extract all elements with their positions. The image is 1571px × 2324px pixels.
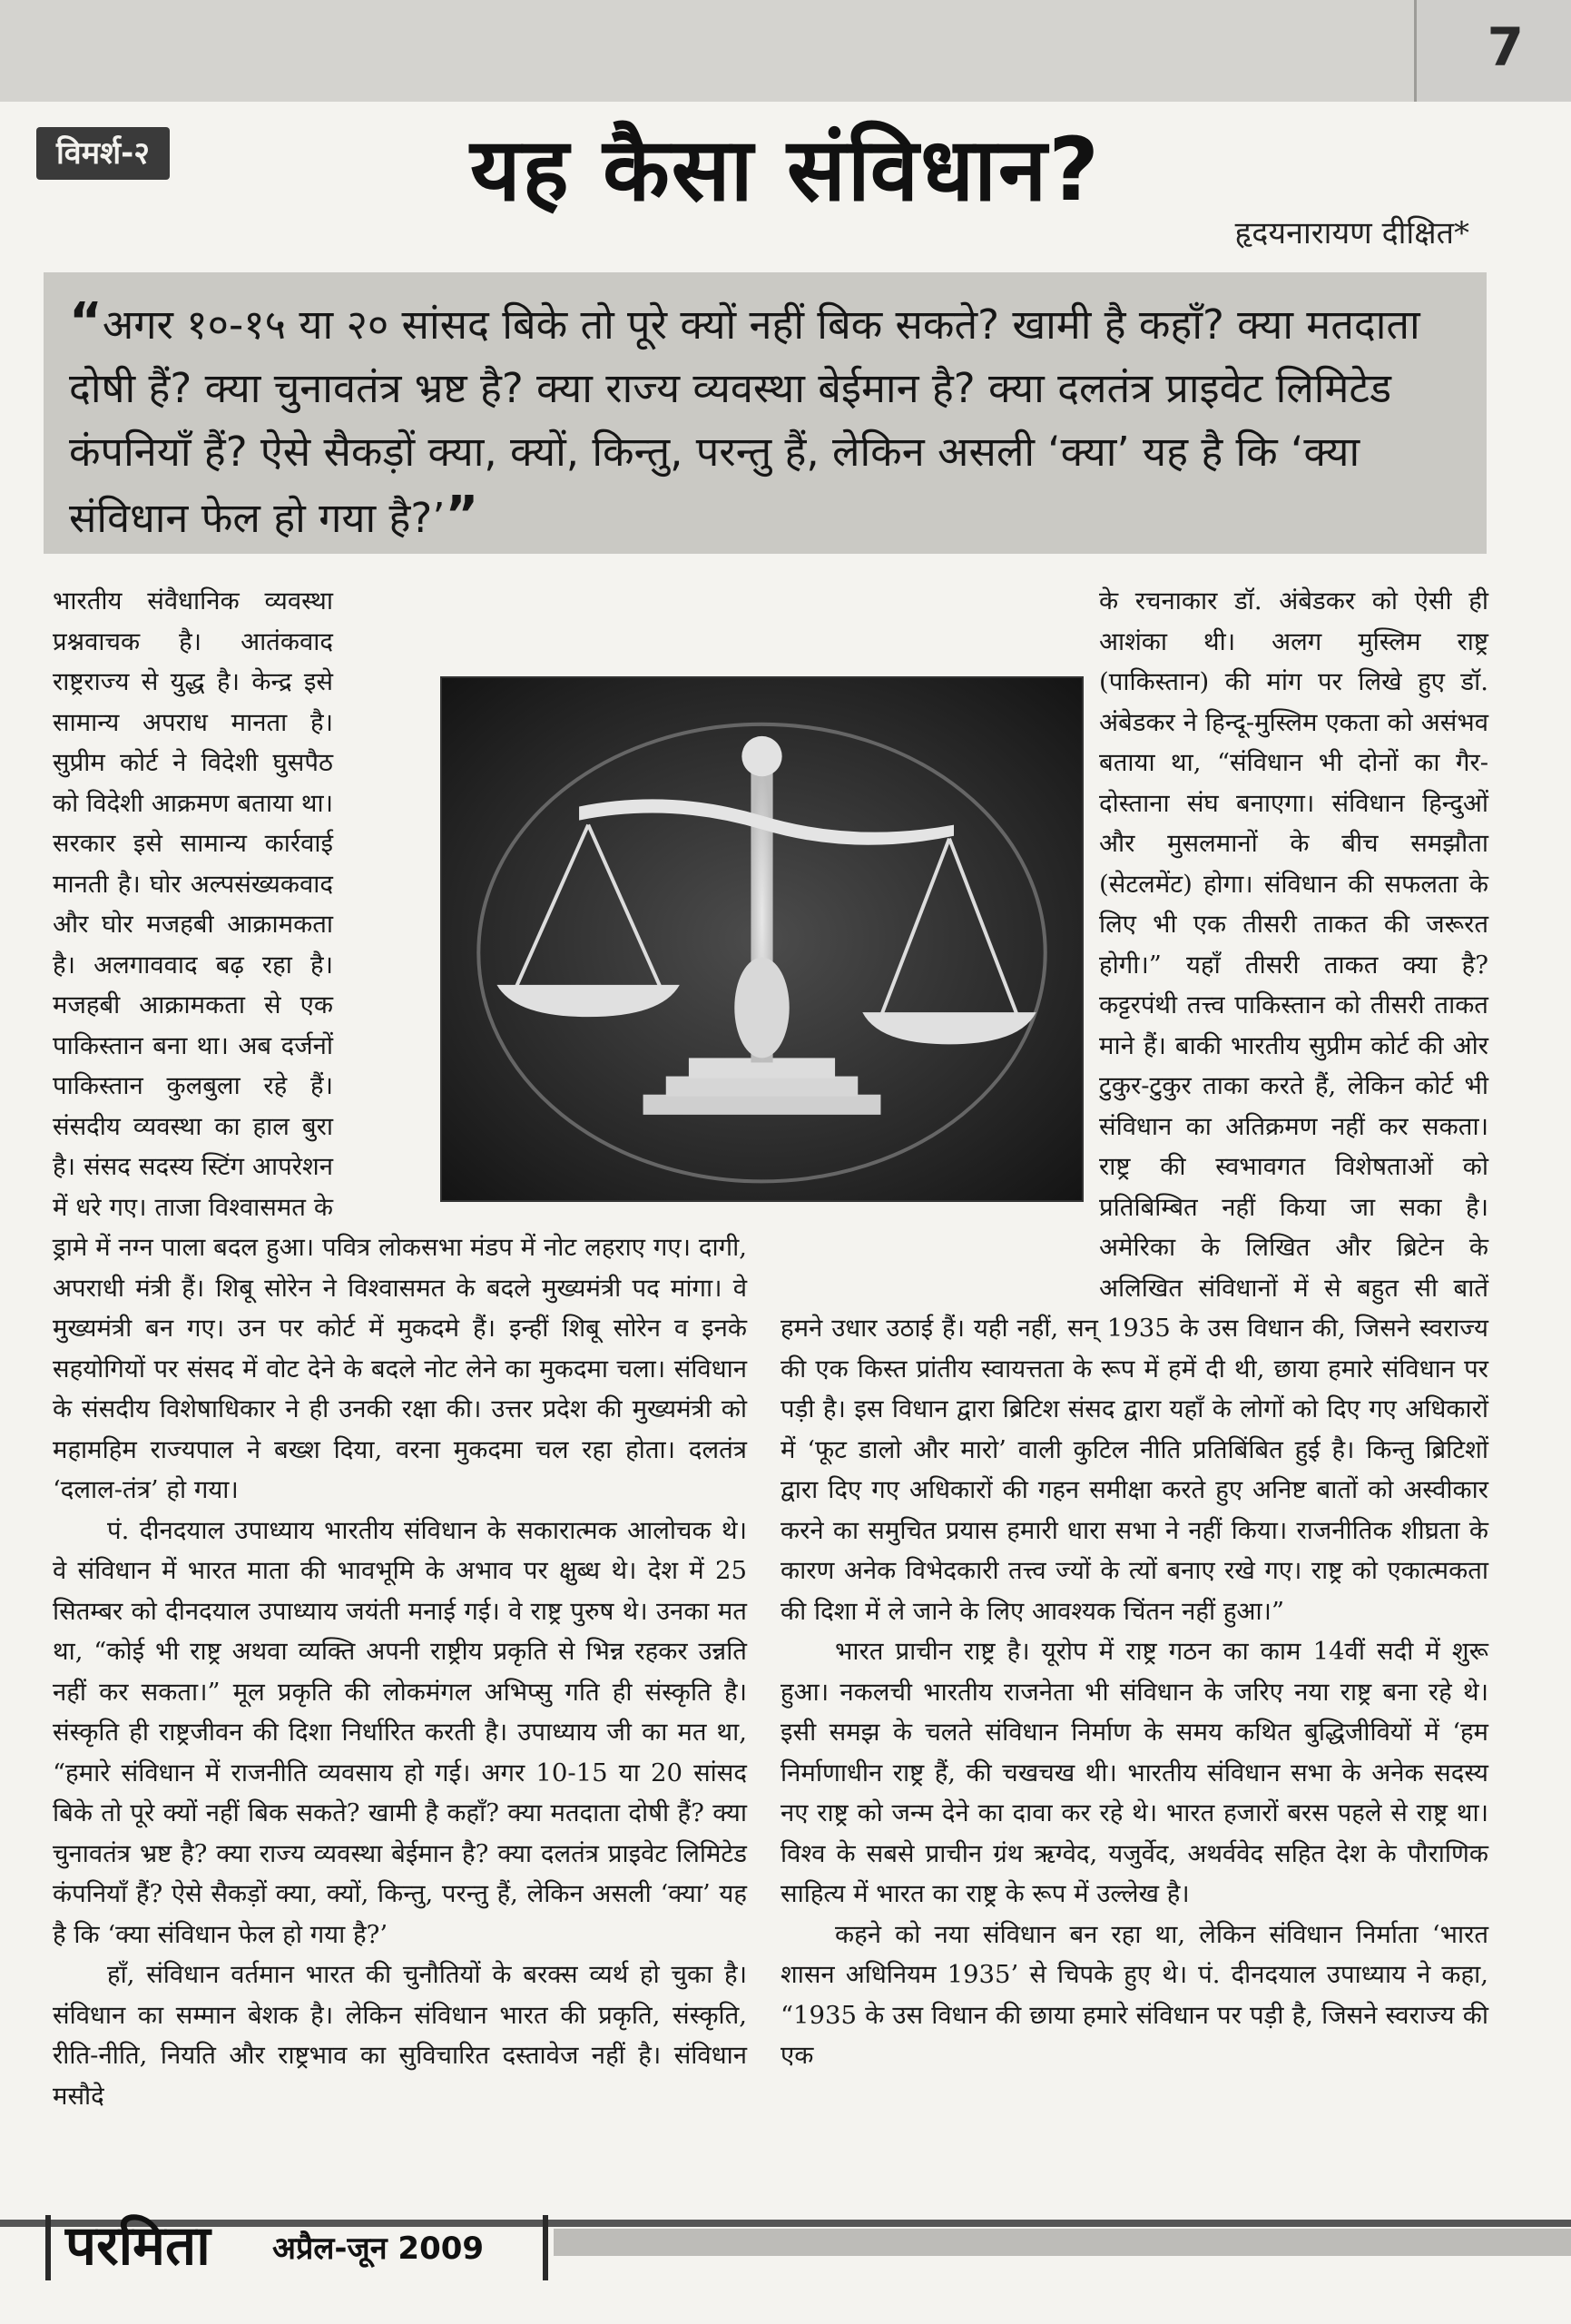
header-band [0, 0, 1571, 102]
left-paragraph-3: हाँ, संविधान वर्तमान भारत की चुनौतियों के बरक्स व्यर्थ हो चुका है। संविधान का सम्मान बेशक है। लेकिन संविधान भारत की प्रकृति, संस्कृति, रीति-नीति, नियति और राष्ट्रभाव का सुविचारित दस्तावेज नहीं है। संविधान मसौदे [53, 1960, 747, 2111]
left-paragraph-1: भारतीय संवैधानिक व्यवस्था प्रश्नवाचक है। आतंकवाद राष्ट्रराज्य से युद्ध है। केन्द्र इसे सामान्य अपराध मानता है। सुप्रीम कोर्ट ने विदेशी घुसपैठ को विदेशी आक्रमण बताया था। सरकार इसे सामान्य कार्रवाई मानती है। घोर अल्पसंख्यकवाद और घोर मजहबी आक्रामकता है। अलगाववाद बढ़ रहा है। मजहबी आक्रामकता से एक पाकिस्तान बना था। अब दर्जनों पाकिस्तान कुलबुला रहे हैं। संसदीय व्यवस्था का हाल बुरा है। संसद सदस्य स्टिंग आपरेशन में धरे गए। ताजा विश्वासमत के ड्रामे में नग्न पाला बदल हुआ। पवित्र लोकसभा मंडप में नोट लहराए गए। दागी, अपराधी मंत्री हैं। शिबू सोरेन ने विश्वासमत के बदले मुख्यमंत्री पद मांगा। वे मुख्यमंत्री बन गए। उन पर कोर्ट में मुकदमे हैं। इन्हीं शिबू सोरेन व इनके सहयोगियों पर संसद में वोट देने के बदले नोट लेने का मुकदमा चला। संविधान के संसदीय विशेषाधिकार ने ही उनकी रक्षा की। उत्तर प्रदेश की मुख्यमंत्री को महामहिम राज्यपाल ने बख्श दिया, वरना मुकदमा चल रहा होता। दलतंत्र ‘दलाल-तंत्र’ हो गया। [53, 586, 747, 1504]
footer-rule [0, 2220, 1571, 2227]
open-quote-mark: “ [69, 292, 103, 351]
section-tag: विमर्श-२ [36, 127, 170, 180]
issue-label: अप्रैल-जून 2009 [272, 2230, 485, 2267]
scales-of-justice-image [440, 676, 1084, 1202]
left-paragraph-2: पं. दीनदयाल उपाध्याय भारतीय संविधान के सकारात्मक आलोचक थे। वे संविधान में भारत माता की भावभूमि के अभाव पर क्षुब्ध थे। देश में 25 सितम्बर को दीनदयाल उपाध्याय जयंती मनाई गई। वे राष्ट्र पुरुष थे। उनका मत था, “कोई भी राष्ट्र अथवा व्यक्ति अपनी राष्ट्रीय प्रकृति से भिन्न रहकर उन्नति नहीं कर सकता।” मूल प्रकृति की लोकमंगल अभिप्सु गति ही संस्कृति है। संस्कृति ही राष्ट्रजीवन की दिशा निर्धारित करती है। उपाध्याय जी का मत था, “हमारे संविधान में राजनीति व्यवसाय हो गई। अगर 10-15 या 20 सांसद बिके तो पूरे क्यों नहीं बिक सकते? खामी है कहाँ? क्या मतदाता दोषी हैं? क्या चुनावतंत्र भ्रष्ट है? क्या राज्य व्यवस्था बेईमान है? क्या दलतंत्र प्राइवेट लिमिटेड कंपनियाँ हैं? ऐसे सैकड़ों क्या, क्यों, किन्तु, परन्तु हैं, लेकिन असली ‘क्या’ यह है कि ‘क्या संविधान फेल हो गया है?’ [53, 1515, 747, 1949]
footer-divider-right [543, 2215, 548, 2280]
footer-band [554, 2229, 1571, 2256]
right-paragraph-3: कहने को नया संविधान बन रहा था, लेकिन संविधान निर्माता ‘भारत शासन अधिनियम 1935’ से चिपके हुए थे। पं. दीनदयाल उपाध्याय ने कहा, “1935 के उस विधान की छाया हमारे संविधान पर पड़ी है, जिसने स्वराज्य की एक [781, 1919, 1488, 2070]
close-quote-mark: ” [445, 486, 479, 545]
pull-quote [44, 272, 1487, 554]
footer-divider-left [45, 2215, 51, 2280]
right-paragraph-1: के रचनाकार डॉ. अंबेडकर को ऐसी ही आशंका थी। अलग मुस्लिम राष्ट्र (पाकिस्तान) की मांग पर लिखे हुए डॉ. अंबेडकर ने हिन्दू-मुस्लिम एकता को असंभव बताया था, “संविधान भी दोनों का गैर-दोस्ताना संघ बनाएगा। संविधान हिन्दुओं और मुसलमानों के बीच समझौता (सेटलमेंट) होगा। संविधान की सफलता के लिए भी एक तीसरी ताकत की जरूरत होगी।” यहाँ तीसरी ताकत क्या है? कट्टरपंथी तत्त्व पाकिस्तान को तीसरी ताकत माने हैं। बाकी भारतीय सुप्रीम कोर्ट की ओर टुकुर-टुकुर ताका करते हैं, लेकिन कोर्ट भी संविधान का अतिक्रमण नहीं कर सकता। राष्ट्र की स्वभावगत विशेषताओं को प्रतिबिम्बित नहीं किया जा सका है। अमेरिका के लिखित और ब्रिटेन के अलिखित संविधानों में से बहुत सी बातें हमने उधार उठाई हैं। यही नहीं, सन् 1935 के उस विधान की, जिसने स्वराज्य की एक किस्त प्रांतीय स्वायत्तता के रूप में हमें दी थी, छाया हमारे संविधान पर पड़ी है। इस विधान द्वारा ब्रिटिश संसद द्वारा यहाँ के लोगों को दिए गए अधिकारों में ‘फूट डालो और मारो’ वाली कुटिल नीति प्रतिबिंबित हुई है। किन्तु ब्रिटिशों द्वारा दिए गए अधिकारों की गहन समीक्षा करते हुए अनिष्ट बातों को अस्वीकार करने का समुचित प्रयास हमारी धारा सभा ने नहीं किया। राजनीतिक शीघ्रता के कारण अनेक विभेदकारी तत्त्व ज्यों के त्यों बनाए रखे गए। राष्ट्र को एकात्मकता की दिशा में ले जाने के लिए आवश्यक चिंतन नहीं हुआ।” [781, 586, 1488, 1626]
article-title: यह कैसा संविधान? [470, 119, 1101, 221]
page-number: 7 [1487, 16, 1524, 78]
scales-icon [442, 678, 1082, 1200]
author-name: हृदयनारायण दीक्षित* [1234, 215, 1469, 251]
right-paragraph-2: भारत प्राचीन राष्ट्र है। यूरोप में राष्ट्र गठन का काम 14वीं सदी में शुरू हुआ। नकलची भारतीय राजनेता भी संविधान के जरिए नया राष्ट्र बना रहे थे। इसी समझ के चलते संविधान निर्माण के समय कथित बुद्धिजीवियों में ‘हम निर्माणाधीन राष्ट्र हैं, की चखचख थी। भारतीय संविधान सभा के अनेक सदस्य नए राष्ट्र को जन्म देने का दावा कर रहे थे। भारत हजारों बरस पहले से राष्ट्र था। विश्व के सबसे प्राचीन ग्रंथ ऋग्वेद, यजुर्वेद, अथर्ववेद सहित देश के पौराणिक साहित्य में भारत का राष्ट्र के रूप में उल्लेख है। [781, 1637, 1488, 1908]
pull-quote-text: अगर १०-१५ या २० सांसद बिके तो पूरे क्यों नहीं बिक सकते? खामी है कहाँ? क्या मतदाता दोषी हैं? क्या चुनावतंत्र भ्रष्ट है? क्या राज्य व्यवस्था बेईमान है? क्या दलतंत्र प्राइवेट लिमिटेड कंपनियाँ हैं? ऐसे सैकड़ों क्या, क्यों, किन्तु, परन्तु हैं, लेकिन असली ‘क्या’ यह है कि ‘क्या संविधान फेल हो गया है?’ [69, 300, 1420, 542]
magazine-name: परमिता [65, 2214, 211, 2278]
